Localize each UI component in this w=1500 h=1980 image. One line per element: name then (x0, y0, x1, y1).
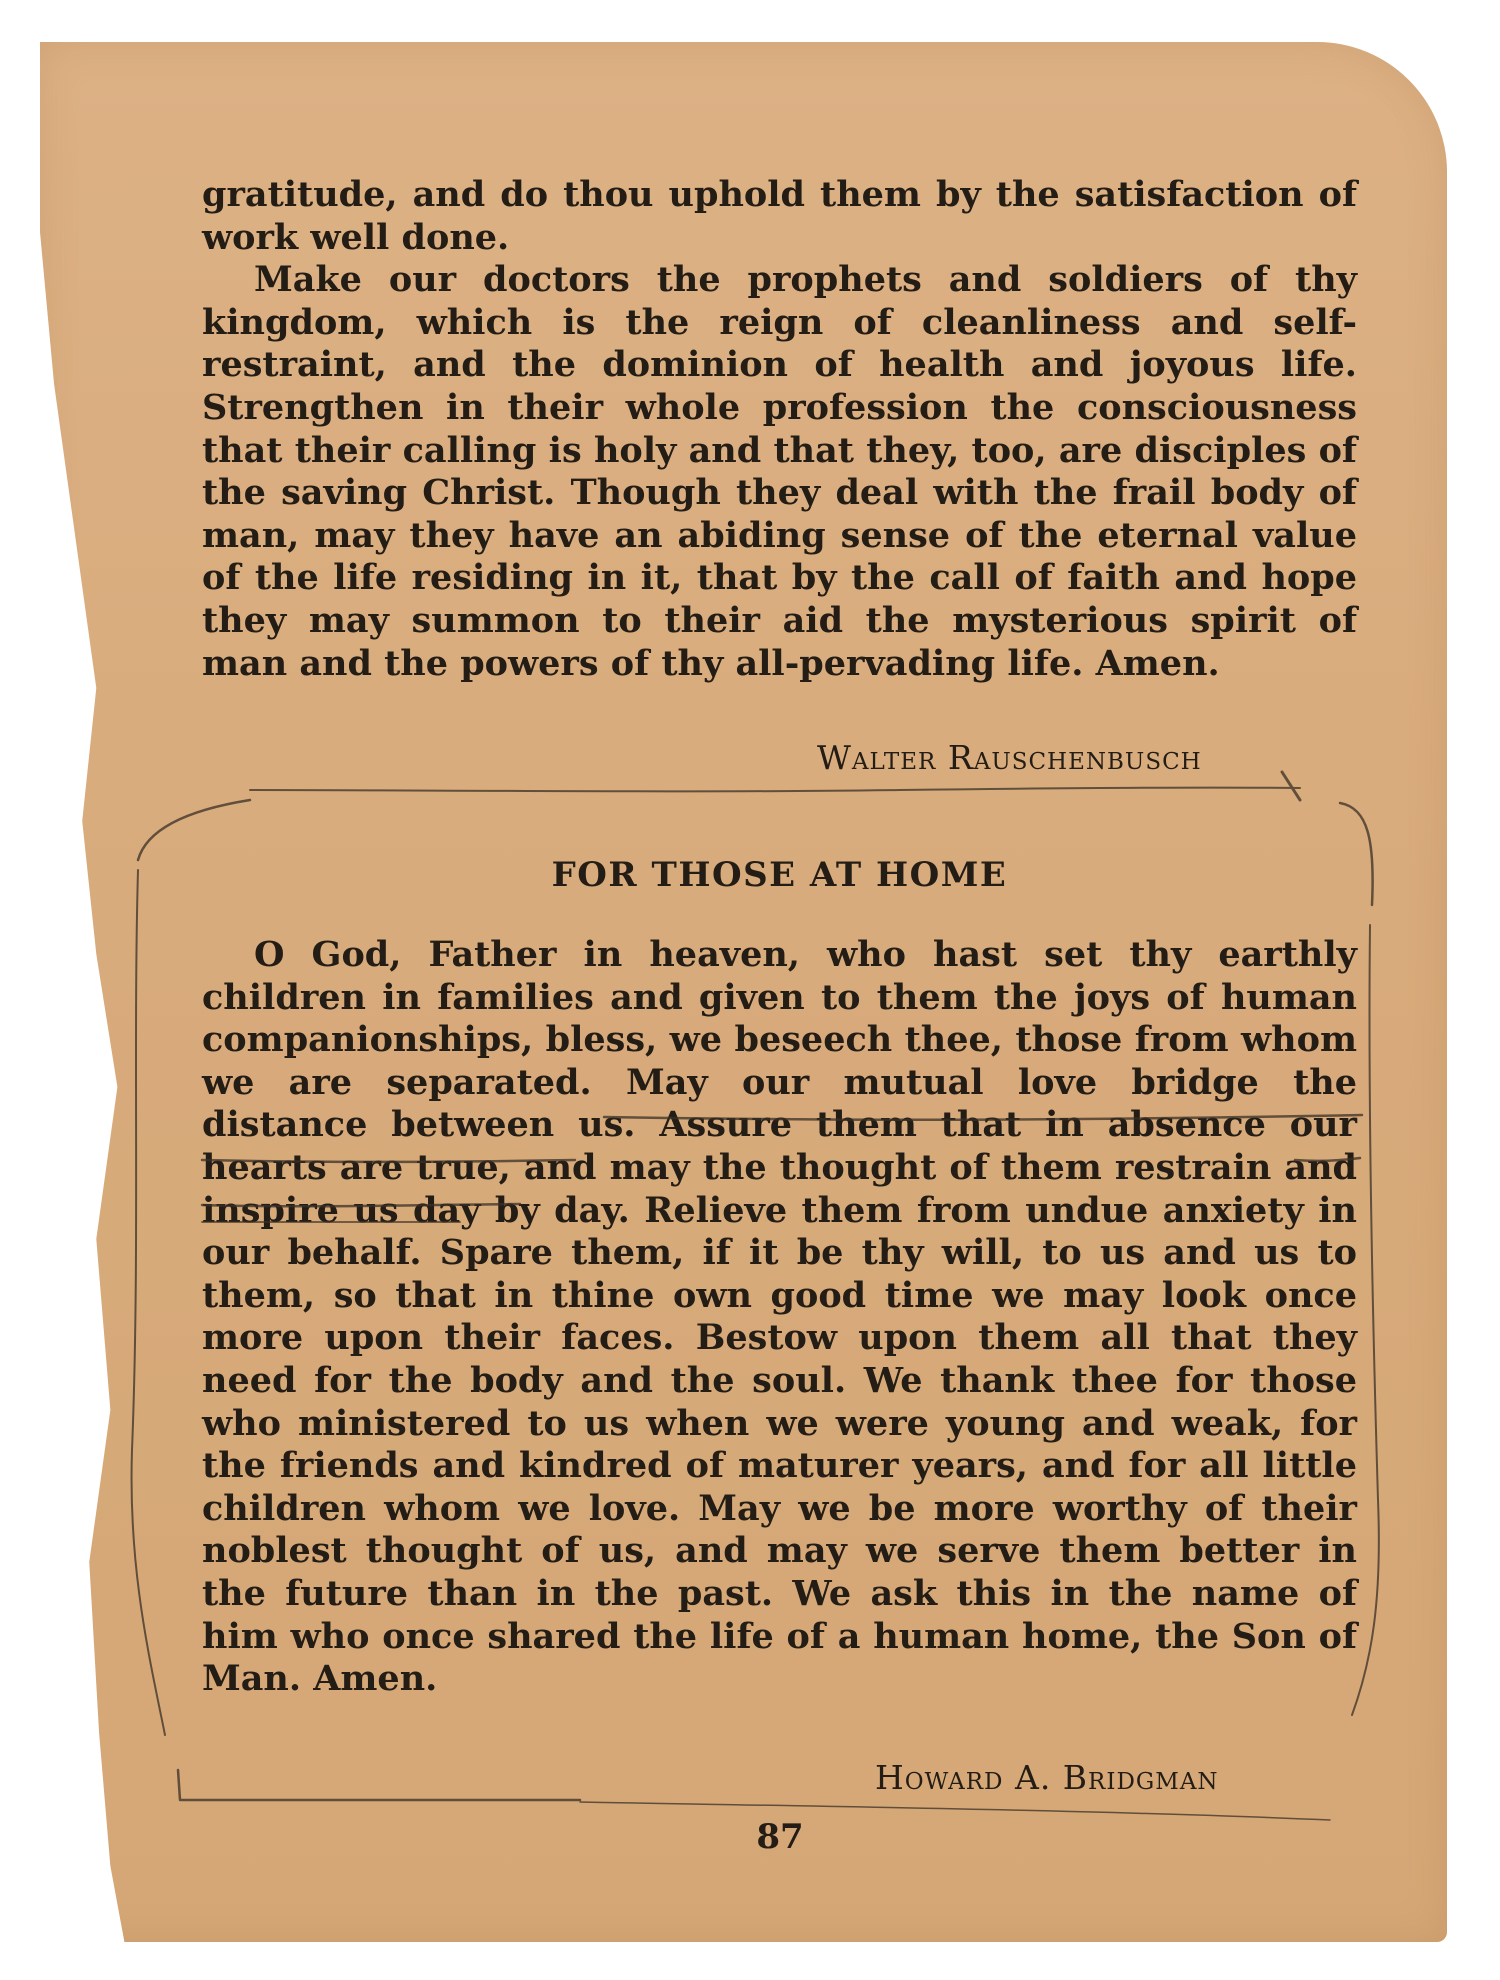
home-prayer-author: Howard A. Bridgman (875, 1758, 1219, 1797)
home-prayer-paragraph: O God, Father in heaven, who hast set thy earthly children in families and given to them the joys of human companionships, bless, we beseech thee, those from whom we are separated. May our mutual love bridge the distance between us. Assure them that in absence our hearts are true, and may the thought of them restrain and inspire us day by day. Relieve them from undue anxiety in our behalf. Spare them, if it be thy will, to us and us to them, so that in thine own good time we may look once more upon their faces. Bestow upon them all that they need for the body and the soul. We thank thee for those who ministered to us when we were young and weak, for the friends and kindred of maturer years, and for all little children whom we love. May we be more worthy of their noblest thought of us, and may we serve them better in the future than in the past. We ask this in the name of him who once shared the life of a human home, the Son of Man. Amen. (202, 934, 1357, 1700)
home-prayer (202, 934, 1357, 1701)
page-number: 87 (756, 1817, 804, 1857)
top-prayer (202, 174, 1357, 685)
section-title: FOR THOSE AT HOME (551, 855, 1008, 895)
top-prayer-author: Walter Rauschenbusch (817, 738, 1202, 777)
top-prayer-paragraph: Make our doctors the prophets and soldiers of thy kingdom, which is the reign of cleanliness and self-restraint, and the dominion of health and joyous life. Strengthen in their whole profession the consciousness that their calling is holy and that they, too, are disciples of the saving Christ. Though they deal with the frail body of man, may they have an abiding sense of the eternal value of the life residing in it, that by the call of faith and hope they may summon to their aid the mysterious spirit of man and the powers of thy all-pervading life. Amen. (202, 259, 1357, 684)
top-prayer-continuation: gratitude, and do thou uphold them by the satisfaction of work well done. (202, 174, 1357, 258)
